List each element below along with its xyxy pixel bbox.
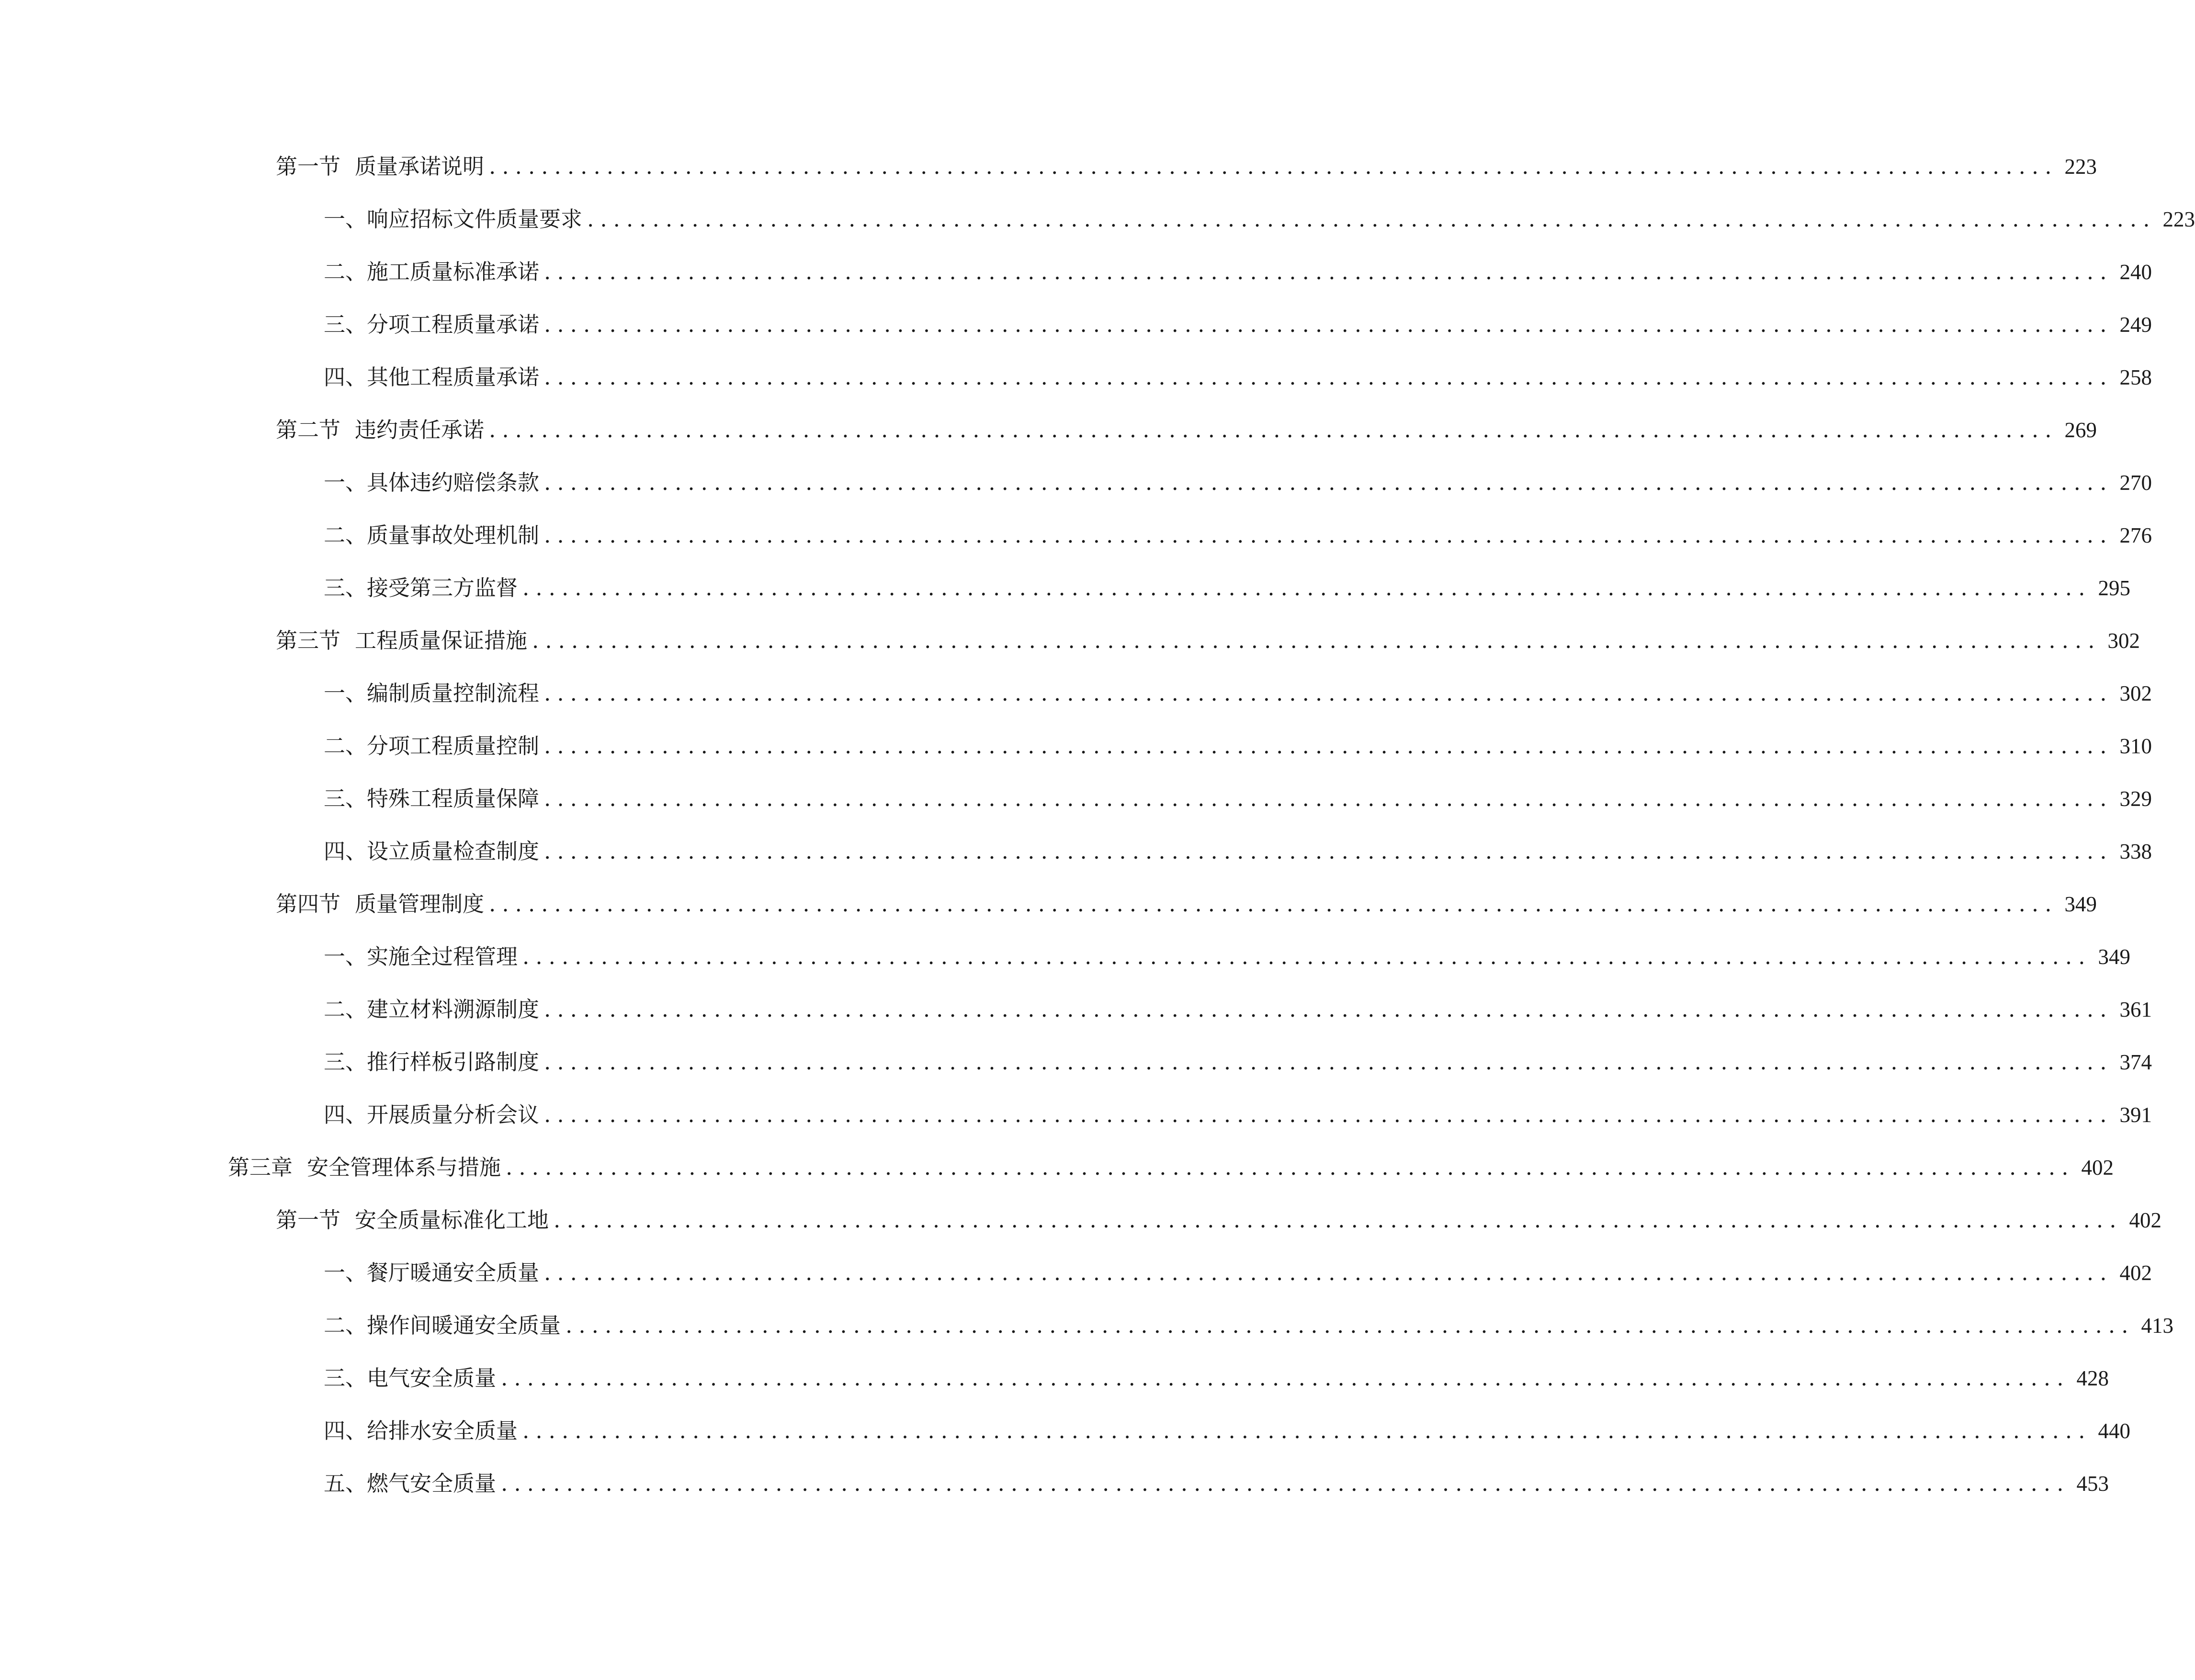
toc-entry-title: 质量承诺说明 [355, 154, 485, 179]
toc-entry-title: 工程质量保证措施 [355, 628, 528, 653]
toc-entry-prefix: 三、 [324, 1049, 367, 1075]
toc-entry-prefix: 四、 [324, 1102, 367, 1127]
dot-leader: ........................................................................................................................ [544, 522, 2113, 548]
dot-leader: ........................................................................................................................ [544, 733, 2113, 759]
toc-entry-page: 223 [2064, 155, 2097, 179]
toc-entry-prefix: 第三章 [228, 1155, 293, 1180]
toc-entry-item[interactable] [324, 1306, 2174, 1345]
toc-entry-item[interactable] [324, 1254, 2152, 1292]
toc-entry-prefix: 四、 [324, 1418, 367, 1443]
dot-leader: ........................................................................................................................ [532, 628, 2101, 653]
toc-entry-prefix: 二、 [324, 522, 367, 548]
toc-entry-item[interactable] [324, 1412, 2131, 1450]
toc-entry-page: 302 [2119, 681, 2152, 705]
toc-entry-item[interactable] [324, 569, 2131, 607]
toc-entry-page: 402 [2081, 1156, 2114, 1180]
toc-entry-page: 269 [2064, 418, 2097, 442]
toc-entry-title: 其他工程质量承诺 [367, 364, 540, 390]
dot-leader: ........................................................................................................................ [544, 681, 2113, 706]
toc-entry-prefix: 一、 [324, 470, 367, 495]
dot-leader: ........................................................................................................................ [489, 891, 2058, 917]
toc-entry-item[interactable] [324, 1359, 2109, 1397]
toc-entry-prefix: 一、 [324, 681, 367, 706]
toc-entry-title: 安全质量标准化工地 [355, 1207, 549, 1233]
toc-entry-chapter[interactable] [228, 1148, 2114, 1187]
toc-entry-title: 设立质量检查制度 [367, 839, 540, 864]
toc-entry-section[interactable] [276, 622, 2140, 660]
toc-entry-item[interactable] [324, 674, 2152, 713]
dot-leader: ........................................................................................................................ [501, 1471, 2070, 1496]
toc-entry-title: 电气安全质量 [367, 1365, 497, 1391]
toc-entry-prefix: 一、 [324, 944, 367, 969]
toc-entry-page: 223 [2162, 207, 2195, 231]
dot-leader: ........................................................................................................................ [522, 575, 2092, 601]
toc-entry-page: 240 [2119, 260, 2152, 284]
toc-entry-item[interactable] [324, 306, 2152, 344]
toc-entry-title: 燃气安全质量 [367, 1471, 497, 1496]
dot-leader: ........................................................................................................................ [544, 839, 2113, 864]
dot-leader: ........................................................................................................................ [544, 1102, 2113, 1127]
dot-leader: ........................................................................................................................ [544, 1049, 2113, 1075]
toc-entry-page: 402 [2129, 1208, 2162, 1232]
toc-entry-item[interactable] [324, 253, 2152, 291]
toc-entry-title: 操作间暖通安全质量 [367, 1313, 561, 1338]
toc-entry-prefix: 第三节 [276, 628, 341, 653]
toc-entry-page: 361 [2119, 998, 2152, 1022]
toc-entry-prefix: 第一节 [276, 1207, 341, 1233]
toc-entry-title: 特殊工程质量保障 [367, 786, 540, 811]
toc-entry-title: 质量事故处理机制 [367, 522, 540, 548]
toc-entry-prefix: 四、 [324, 839, 367, 864]
toc-entry-section[interactable] [276, 885, 2097, 923]
dot-leader: ........................................................................................................................ [544, 364, 2113, 390]
toc-entry-section[interactable] [276, 148, 2097, 186]
dot-leader: ........................................................................................................................ [489, 417, 2058, 443]
toc-entry-page: 374 [2119, 1050, 2152, 1074]
toc-entry-page: 258 [2119, 365, 2152, 389]
toc-entry-prefix: 三、 [324, 312, 367, 337]
dot-leader: ........................................................................................................................ [544, 312, 2113, 337]
toc-entry-item[interactable] [324, 938, 2131, 976]
toc-entry-prefix: 第四节 [276, 891, 341, 917]
toc-entry-title: 开展质量分析会议 [367, 1102, 540, 1127]
toc-entry-title: 接受第三方监督 [367, 575, 518, 601]
toc-entry-title: 具体违约赔偿条款 [367, 470, 540, 495]
dot-leader: ........................................................................................................................ [554, 1207, 2123, 1233]
toc-entry-page: 302 [2107, 629, 2140, 653]
toc-entry-title: 建立材料溯源制度 [367, 997, 540, 1022]
toc-entry-prefix: 五、 [324, 1471, 367, 1496]
toc-entry-page: 402 [2119, 1261, 2152, 1285]
toc-entry-prefix: 四、 [324, 364, 367, 390]
toc-entry-page: 349 [2064, 892, 2097, 916]
toc-entry-title: 实施全过程管理 [367, 944, 518, 969]
dot-leader: ........................................................................................................................ [522, 1418, 2092, 1443]
dot-leader: ........................................................................................................................ [522, 944, 2092, 969]
toc-entry-page: 413 [2141, 1314, 2174, 1338]
toc-entry-item[interactable] [324, 990, 2152, 1029]
toc-entry-page: 329 [2119, 787, 2152, 811]
toc-entry-title: 分项工程质量承诺 [367, 312, 540, 337]
toc-entry-title: 餐厅暖通安全质量 [367, 1260, 540, 1285]
toc-entry-page: 453 [2076, 1472, 2109, 1496]
toc-entry-item[interactable] [324, 832, 2152, 871]
toc-entry-prefix: 二、 [324, 997, 367, 1022]
dot-leader: ........................................................................................................................ [544, 786, 2113, 811]
toc-entry-prefix: 一、 [324, 206, 367, 232]
toc-entry-item[interactable] [324, 1464, 2109, 1503]
toc-entry-title: 给排水安全质量 [367, 1418, 518, 1443]
dot-leader: ........................................................................................................................ [544, 259, 2113, 284]
toc-entry-prefix: 第二节 [276, 417, 341, 443]
toc-entry-title: 推行样板引路制度 [367, 1049, 540, 1075]
toc-entry-prefix: 一、 [324, 1260, 367, 1285]
toc-entry-page: 428 [2076, 1366, 2109, 1390]
toc-entry-page: 310 [2119, 734, 2152, 758]
dot-leader: ........................................................................................................................ [587, 206, 2156, 232]
toc-entry-item[interactable] [324, 516, 2152, 555]
toc-entry-section[interactable] [276, 1201, 2162, 1239]
toc-entry-page: 338 [2119, 840, 2152, 863]
toc-entry-page: 270 [2119, 471, 2152, 495]
toc-entry-item[interactable] [324, 464, 2152, 502]
toc-entry-page: 440 [2098, 1419, 2131, 1443]
dot-leader: ........................................................................................................................ [566, 1313, 2135, 1338]
toc-entry-title: 质量管理制度 [355, 891, 485, 917]
toc-entry-prefix: 三、 [324, 575, 367, 601]
toc-entry-title: 编制质量控制流程 [367, 681, 540, 706]
dot-leader: ........................................................................................................................ [544, 1260, 2113, 1285]
toc-entry-item[interactable] [324, 200, 2195, 238]
dot-leader: ........................................................................................................................ [506, 1155, 2075, 1180]
toc-entry-section[interactable] [276, 411, 2097, 449]
toc-entry-item[interactable] [324, 727, 2152, 765]
dot-leader: ........................................................................................................................ [501, 1365, 2070, 1391]
dot-leader: ........................................................................................................................ [544, 470, 2113, 495]
toc-entry-title: 安全管理体系与措施 [307, 1155, 501, 1180]
toc-entry-page: 276 [2119, 523, 2152, 547]
toc-entry-page: 249 [2119, 313, 2152, 337]
toc-entry-prefix: 三、 [324, 786, 367, 811]
toc-entry-prefix: 二、 [324, 1313, 367, 1338]
toc-entry-prefix: 三、 [324, 1365, 367, 1391]
toc-entry-item[interactable] [324, 780, 2152, 818]
toc-entry-item[interactable] [324, 358, 2152, 397]
toc-entry-item[interactable] [324, 1096, 2152, 1134]
toc-entry-prefix: 二、 [324, 259, 367, 284]
toc-entry-title: 施工质量标准承诺 [367, 259, 540, 284]
toc-entry-item[interactable] [324, 1043, 2152, 1081]
toc-entry-title: 违约责任承诺 [355, 417, 485, 443]
dot-leader: ........................................................................................................................ [544, 997, 2113, 1022]
toc-entry-prefix: 第一节 [276, 154, 341, 179]
toc-entry-title: 响应招标文件质量要求 [367, 206, 583, 232]
toc-entry-prefix: 二、 [324, 733, 367, 759]
toc-entry-page: 391 [2119, 1103, 2152, 1127]
toc-entry-page: 349 [2098, 945, 2131, 969]
dot-leader: ........................................................................................................................ [489, 154, 2058, 179]
toc-entry-title: 分项工程质量控制 [367, 733, 540, 759]
toc-entry-page: 295 [2098, 576, 2131, 600]
